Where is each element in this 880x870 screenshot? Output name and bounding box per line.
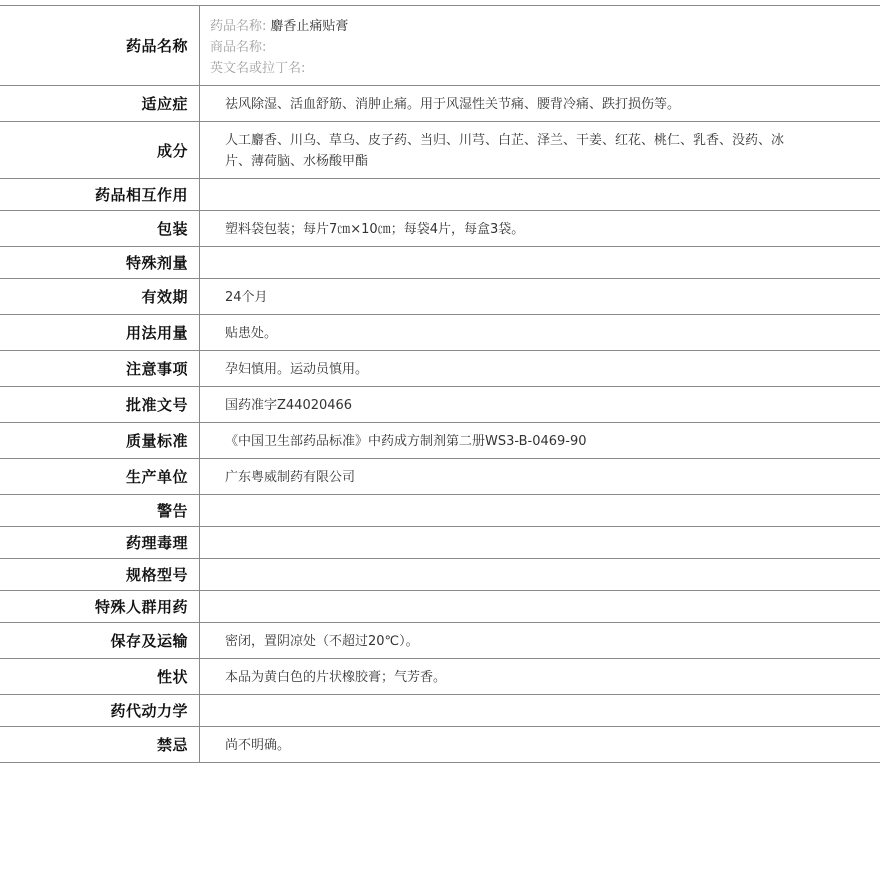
ingredients-row — [0, 122, 880, 179]
usage-label: 用法用量 — [0, 315, 200, 350]
interactions-label: 药品相互作用 — [0, 179, 200, 210]
ingredients-label: 成分 — [0, 122, 200, 178]
quality-standard-value: 《中国卫生部药品标准》中药成方制剂第二册WS3-B-0469-90 — [225, 434, 587, 449]
contraindications-row — [0, 727, 880, 763]
precautions-value: 孕妇慎用。运动员慎用。 — [225, 362, 369, 377]
special-populations-label: 特殊人群用药 — [0, 591, 200, 622]
warning-label: 警告 — [0, 495, 200, 526]
special-populations-row — [0, 591, 880, 623]
manufacturer-value: 广东粤威制药有限公司 — [225, 470, 356, 485]
toxicology-value — [200, 527, 880, 558]
pharmacokinetics-label: 药代动力学 — [0, 695, 200, 726]
drug-name-label: 药品名称 — [0, 6, 200, 85]
english-name-line — [210, 58, 870, 79]
packaging-row — [0, 211, 880, 247]
interactions-row — [0, 179, 880, 211]
indications-label: 适应症 — [0, 86, 200, 121]
appearance-label: 性状 — [0, 659, 200, 694]
contraindications-value: 尚不明确。 — [225, 738, 291, 753]
quality-standard-label: 质量标准 — [0, 423, 200, 458]
contraindications-label: 禁忌 — [0, 727, 200, 762]
pharmacokinetics-row — [0, 695, 880, 727]
ingredients-value-cell — [200, 122, 880, 178]
usage-row — [0, 315, 880, 351]
packaging-label: 包装 — [0, 211, 200, 246]
toxicology-row — [0, 527, 880, 559]
approval-number-row — [0, 387, 880, 423]
trade-name-label: 商品名称: — [210, 40, 267, 55]
ingredients-value: 人工麝香、川乌、草乌、皮子药、当归、川芎、白芷、泽兰、干姜、红花、桃仁、乳香、没药、冰片、薄荷脑、水杨酸甲酯 — [225, 133, 785, 169]
warning-row — [0, 495, 880, 527]
shelf-life-label: 有效期 — [0, 279, 200, 314]
storage-row — [0, 623, 880, 659]
approval-number-value: 国药准字Z44020466 — [225, 398, 353, 413]
approval-number-label: 批准文号 — [0, 387, 200, 422]
special-dosage-value — [200, 247, 880, 278]
drug-name-values — [200, 6, 880, 85]
precautions-row — [0, 351, 880, 387]
drug-name-row — [0, 6, 880, 86]
interactions-value — [200, 179, 880, 210]
generic-name-value: 麝香止痛贴膏 — [270, 19, 349, 34]
trade-name-line — [210, 37, 870, 58]
specification-value — [200, 559, 880, 590]
generic-name-line — [210, 16, 870, 37]
appearance-value: 本品为黄白色的片状橡胶膏；气芳香。 — [225, 670, 447, 685]
toxicology-label: 药理毒理 — [0, 527, 200, 558]
specification-label: 规格型号 — [0, 559, 200, 590]
packaging-value: 塑料袋包装；每片7㎝×10㎝；每袋4片，每盒3袋。 — [225, 222, 525, 237]
shelf-life-value: 24个月 — [225, 290, 268, 305]
usage-value: 贴患处。 — [225, 326, 278, 341]
pharmacokinetics-value — [200, 695, 880, 726]
storage-value: 密闭，置阴凉处（不超过20℃）。 — [225, 634, 419, 649]
drug-info-table — [0, 5, 880, 763]
precautions-label: 注意事项 — [0, 351, 200, 386]
warning-value — [200, 495, 880, 526]
generic-name-label: 药品名称: — [210, 19, 267, 34]
manufacturer-label: 生产单位 — [0, 459, 200, 494]
indications-value: 祛风除湿、活血舒筋、消肿止痛。用于风湿性关节痛、腰背冷痛、跌打损伤等。 — [225, 97, 681, 112]
storage-label: 保存及运输 — [0, 623, 200, 658]
special-dosage-label: 特殊剂量 — [0, 247, 200, 278]
appearance-row — [0, 659, 880, 695]
english-name-label: 英文名或拉丁名: — [210, 61, 306, 76]
manufacturer-row — [0, 459, 880, 495]
specification-row — [0, 559, 880, 591]
quality-standard-row — [0, 423, 880, 459]
shelf-life-row — [0, 279, 880, 315]
special-dosage-row — [0, 247, 880, 279]
indications-row — [0, 86, 880, 122]
special-populations-value — [200, 591, 880, 622]
